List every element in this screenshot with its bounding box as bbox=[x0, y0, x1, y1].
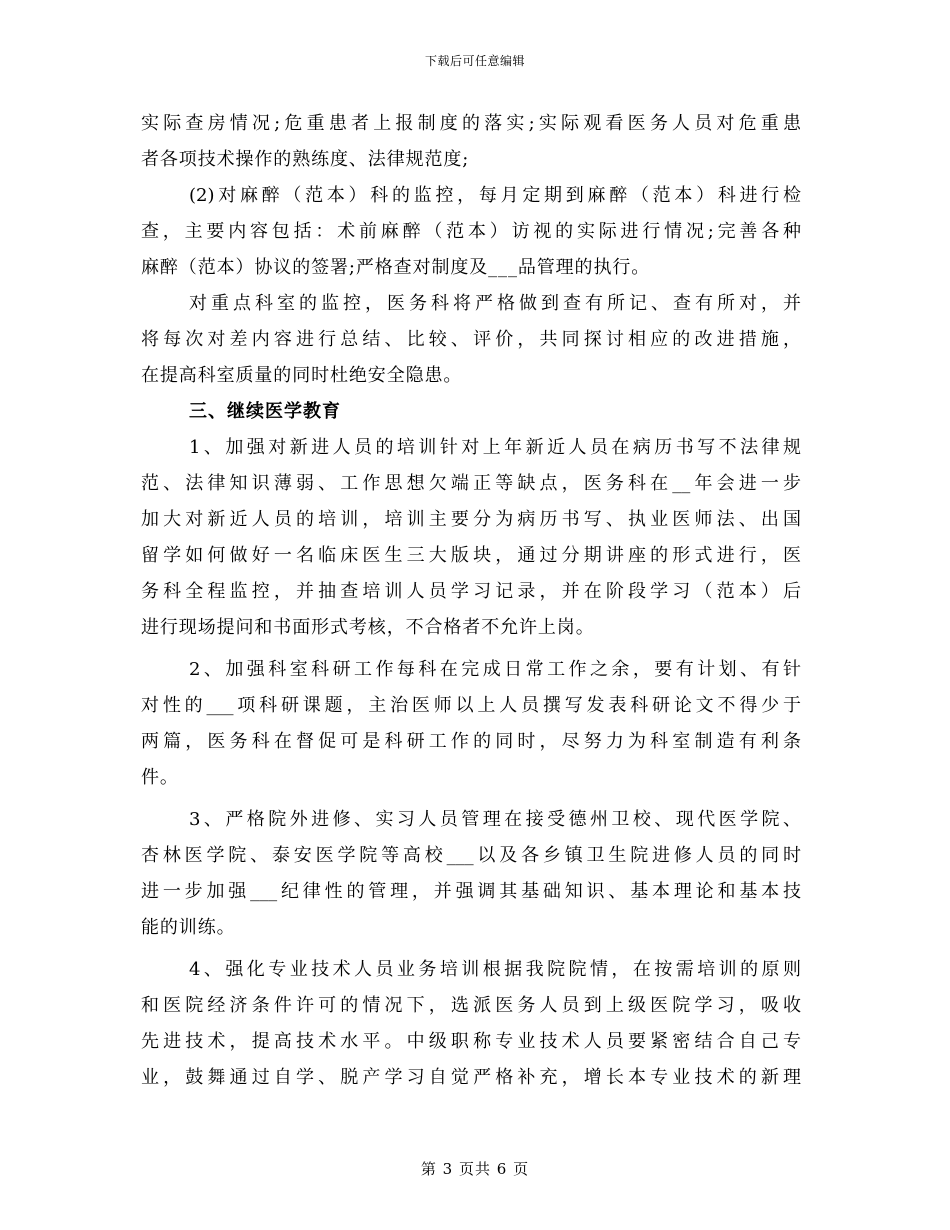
text-line: 件。 bbox=[141, 767, 179, 788]
text-line: 能的训练。 bbox=[141, 917, 236, 938]
text-line: 对重点科室的监控，医务科将严格做到查有所记、查有所对，并 bbox=[189, 293, 801, 314]
text-line: 2、加强科室科研工作每科在完成日常工作之余，要有计划、有针 bbox=[189, 659, 801, 680]
text-line: 进行现场提问和书面形式考核，不合格者不允许上岗。 bbox=[141, 617, 595, 638]
text-line: 在提高科室质量的同时杜绝安全隐患。 bbox=[141, 365, 463, 386]
text-line: 查，主要内容包括：术前麻醉（范本）访视的实际进行情况;完善各种 bbox=[141, 221, 801, 242]
text-line: 先进技术，提高技术水平。中级职称专业技术人员要紧密结合自己专 bbox=[141, 1031, 801, 1052]
section-heading: 三、继续医学教育 bbox=[189, 401, 341, 422]
text-line: 实际查房情况;危重患者上报制度的落实;实际观看医务人员对危重患 bbox=[141, 113, 801, 134]
document-body bbox=[141, 106, 801, 1096]
page-number: 第 3 页共 6 页 bbox=[420, 1160, 530, 1178]
page-header: 下载后可任意编辑 bbox=[424, 54, 525, 68]
text-line: 范、法律知识薄弱、工作思想欠端正等缺点，医务科在__年会进一步 bbox=[141, 473, 801, 494]
text-line: (2)对麻醉（范本）科的监控，每月定期到麻醉（范本）科进行检 bbox=[189, 185, 801, 206]
text-line: 对性的___项科研课题，主治医师以上人员撰写发表科研论文不得少于 bbox=[141, 695, 801, 716]
text-line: 1、加强对新进人员的培训针对上年新近人员在病历书写不法律规 bbox=[189, 437, 801, 458]
text-line: 将每次对差内容进行总结、比较、评价，共同探讨相应的改进措施， bbox=[141, 329, 801, 350]
text-line: 杏林医学院、泰安医学院等高校___以及各乡镇卫生院进修人员的同时 bbox=[141, 845, 801, 866]
text-line: 两篇，医务科在督促可是科研工作的同时，尽努力为科室制造有利条 bbox=[141, 731, 801, 752]
text-line: 和医院经济条件许可的情况下，选派医务人员到上级医院学习，吸收 bbox=[141, 995, 801, 1016]
text-line: 4、强化专业技术人员业务培训根据我院院情，在按需培训的原则 bbox=[189, 959, 801, 980]
text-line: 者各项技术操作的熟练度、法律规范度; bbox=[141, 149, 470, 170]
text-line: 留学如何做好一名临床医生三大版块，通过分期讲座的形式进行，医 bbox=[141, 545, 801, 566]
text-line: 加大对新近人员的培训，培训主要分为病历书写、执业医师法、出国 bbox=[141, 509, 801, 530]
text-line: 麻醉（范本）协议的签署;严格查对制度及___品管理的执行。 bbox=[141, 257, 651, 278]
text-line: 务科全程监控，并抽查培训人员学习记录，并在阶段学习（范本）后 bbox=[141, 581, 801, 602]
text-line: 进一步加强___纪律性的管理，并强调其基础知识、基本理论和基本技 bbox=[141, 881, 801, 902]
text-line: 3、严格院外进修、实习人员管理在接受德州卫校、现代医学院、 bbox=[189, 809, 801, 830]
text-line: 业，鼓舞通过自学、脱产学习自觉严格补充，增长本专业技术的新理 bbox=[141, 1067, 801, 1088]
